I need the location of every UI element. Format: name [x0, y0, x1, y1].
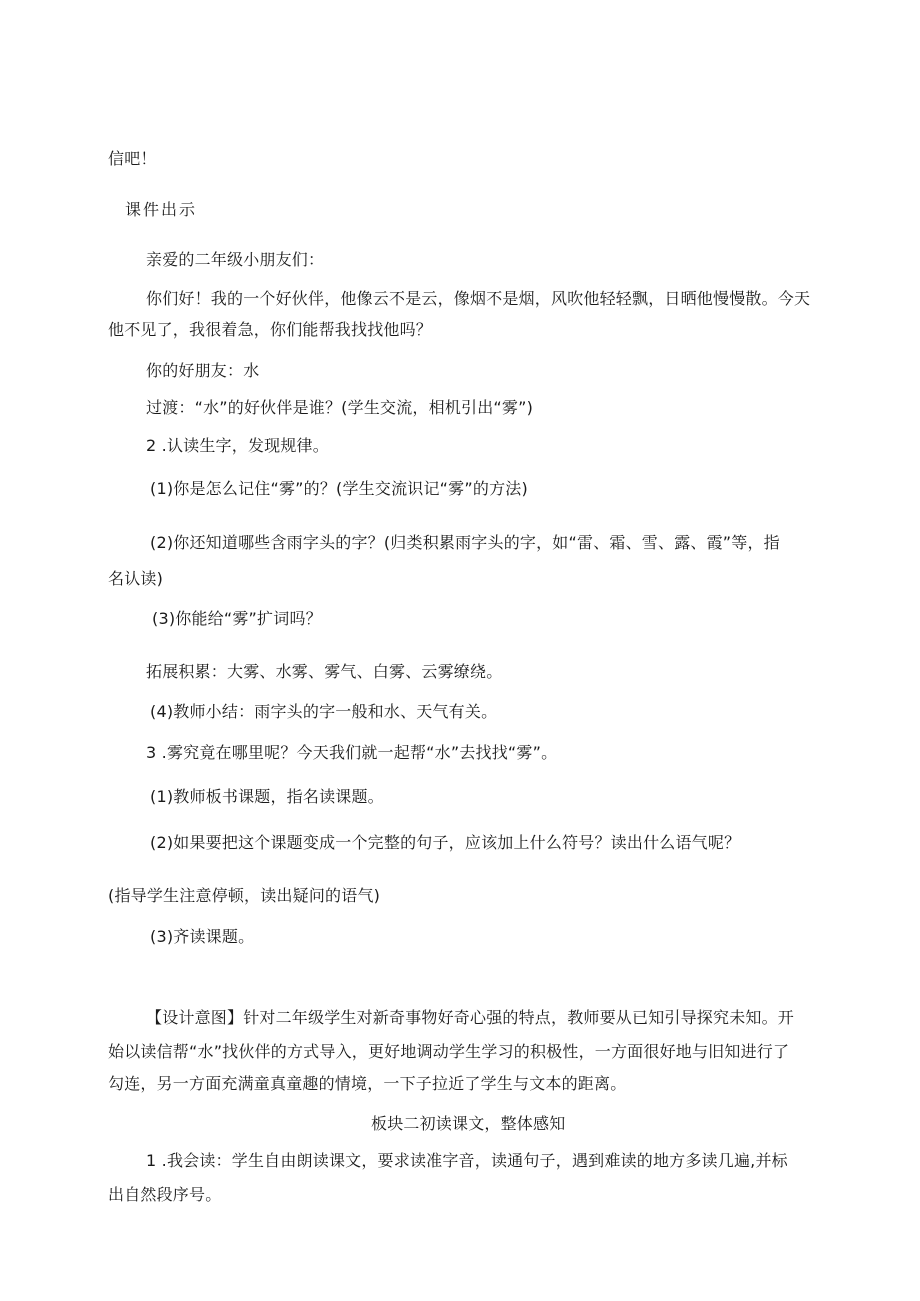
text-line: 名认读)	[108, 569, 164, 588]
text-line: (1)你是怎么记住“雾”的？(学生交流识记“雾”的方法)	[150, 479, 528, 498]
text-line: (指导学生注意停顿，读出疑问的语气)	[108, 886, 381, 905]
text-line: 2 .认读生字，发现规律。	[146, 436, 329, 455]
text-line: (3)齐读课题。	[150, 927, 255, 946]
text-line: 拓展积累：大雾、水雾、雾气、白雾、云雾缭绕。	[146, 662, 503, 681]
text-line: 课件出示	[125, 200, 198, 219]
text-line: 你们好！我的一个好伙伴，他像云不是云，像烟不是烟，风吹他轻轻飘，日晒他慢慢散。今天	[146, 289, 811, 308]
text-line: 亲爱的二年级小朋友们：	[146, 250, 325, 269]
text-line: 信吧！	[108, 149, 157, 168]
text-line: 出自然段序号。	[108, 1185, 222, 1204]
text-line: (3)你能给“雾”扩词吗？	[152, 609, 322, 628]
text-line: (2)你还知道哪些含雨字头的字？(归类积累雨字头的字，如“雷、霜、雪、露、霞”等，指	[150, 533, 780, 552]
text-line: 始以读信帮“水”找伙伴的方式导入，更好地调动学生学习的积极性，一方面很好地与旧知进行了	[108, 1042, 790, 1061]
text-line: 1 .我会读：学生自由朗读课文，要求读准字音，读通句子，遇到难读的地方多读几遍,并标	[146, 1151, 788, 1170]
section-heading: 板块二初读课文，整体感知	[371, 1114, 566, 1133]
text-line: 过渡：“水”的好伙伴是谁？(学生交流，相机引出“雾”)	[146, 398, 534, 417]
text-line: (1)教师板书课题，指名读课题。	[150, 787, 384, 806]
text-line: 他不见了，我很着急，你们能帮我找找他吗？	[108, 320, 433, 339]
text-line: 3 .雾究竟在哪里呢？今天我们就一起帮“水”去找找“雾”。	[146, 743, 558, 762]
text-line: 你的好朋友：水	[146, 361, 260, 380]
text-line: (4)教师小结：雨字头的字一般和水、天气有关。	[150, 702, 498, 721]
text-line: 【设计意图】针对二年级学生对新奇事物好奇心强的特点，教师要从已知引导探究未知。开	[146, 1008, 795, 1027]
text-line: (2)如果要把这个课题变成一个完整的句子，应该加上什么符号？读出什么语气呢？	[150, 833, 741, 852]
text-line: 勾连，另一方面充满童真童趣的情境，一下子拉近了学生与文本的距离。	[108, 1074, 627, 1093]
